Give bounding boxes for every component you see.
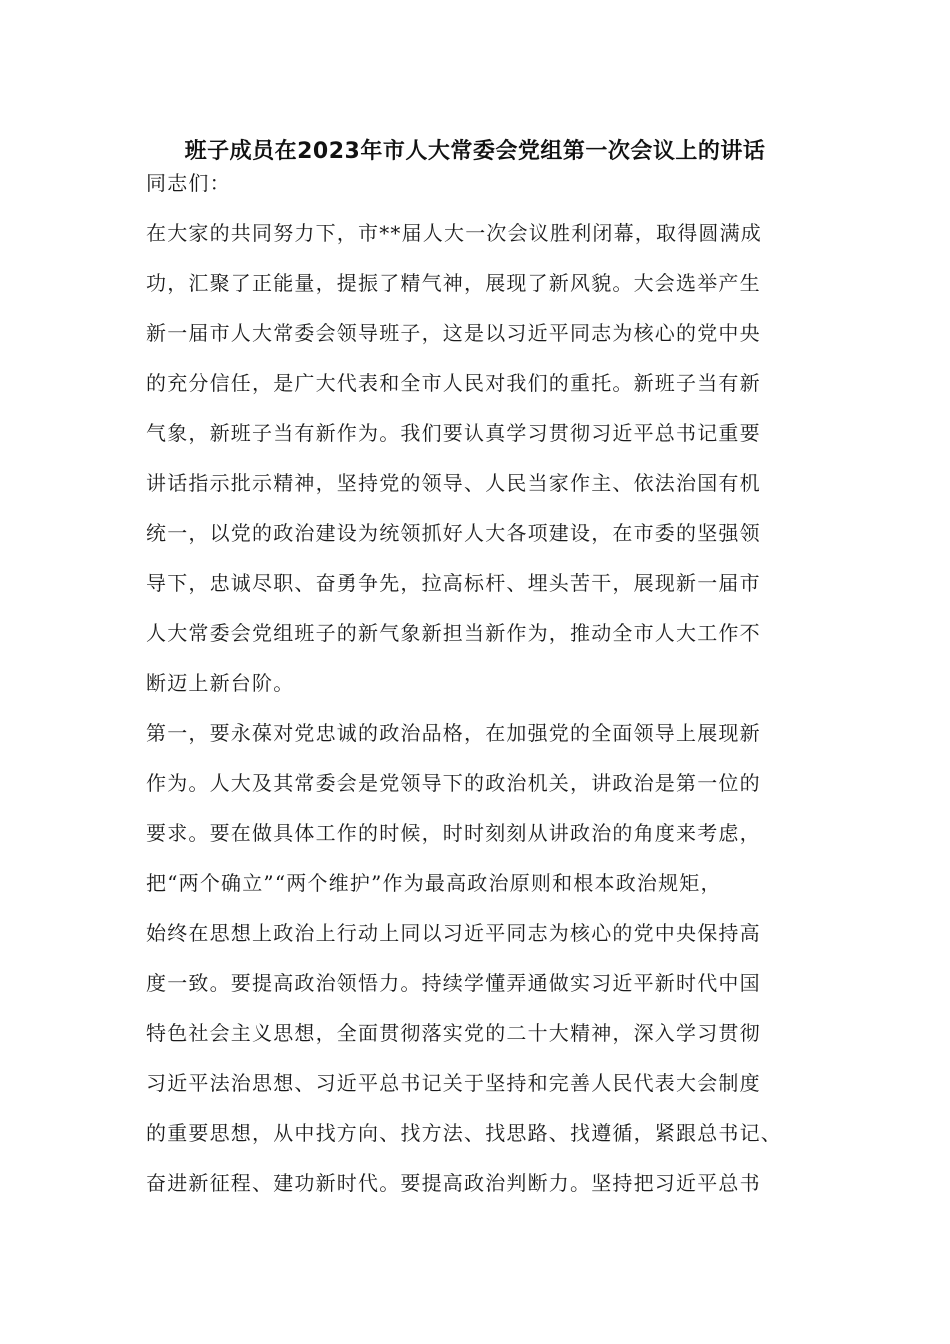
body-line: 在大家的共同努力下，市**届人大一次会议胜利闭幕，取得圆满成 [146, 221, 762, 245]
body-line: 把“两个确立”“两个维护”作为最高政治原则和根本政治规矩， [146, 871, 722, 895]
body-line-salutation: 同志们： [146, 171, 231, 195]
body-line: 奋进新征程、建功新时代。要提高政治判断力。坚持把习近平总书 [146, 1171, 761, 1195]
document-title: 班子成员在2023年市人大常委会党组第一次会议上的讲话 [184, 139, 766, 164]
body-line: 功，汇聚了正能量，提振了精气神，展现了新风貌。大会选举产生 [146, 271, 761, 295]
body-line: 人大常委会党组班子的新气象新担当新作为，推动全市人大工作不 [146, 621, 761, 645]
body-line: 始终在思想上政治上行动上同以习近平同志为核心的党中央保持高 [146, 921, 761, 945]
body-line: 的充分信任，是广大代表和全市人民对我们的重托。新班子当有新 [146, 371, 761, 395]
body-line: 统一，以党的政治建设为统领抓好人大各项建设，在市委的坚强领 [146, 521, 761, 545]
body-line: 导下，忠诚尽职、奋勇争先，拉高标杆、埋头苦干，展现新一届市 [146, 571, 761, 595]
body-line: 新一届市人大常委会领导班子，这是以习近平同志为核心的党中央 [146, 321, 761, 345]
document-body [146, 158, 826, 1208]
body-line: 作为。人大及其常委会是党领导下的政治机关，讲政治是第一位的 [146, 771, 761, 795]
body-line: 的重要思想，从中找方向、找方法、找思路、找遵循，紧跟总书记、 [146, 1121, 782, 1145]
body-line: 特色社会主义思想，全面贯彻落实党的二十大精神，深入学习贯彻 [146, 1021, 761, 1045]
body-line: 讲话指示批示精神，坚持党的领导、人民当家作主、依法治国有机 [146, 471, 761, 495]
body-line: 气象，新班子当有新作为。我们要认真学习贯彻习近平总书记重要 [146, 421, 761, 445]
body-line: 度一致。要提高政治领悟力。持续学懂弄通做实习近平新时代中国 [146, 971, 761, 995]
body-line: 断迈上新台阶。 [146, 671, 295, 695]
body-line: 第一，要永葆对党忠诚的政治品格，在加强党的全面领导上展现新 [146, 721, 761, 745]
body-line: 习近平法治思想、习近平总书记关于坚持和完善人民代表大会制度 [146, 1071, 761, 1095]
body-line: 要求。要在做具体工作的时候，时时刻刻从讲政治的角度来考虑， [146, 821, 761, 845]
